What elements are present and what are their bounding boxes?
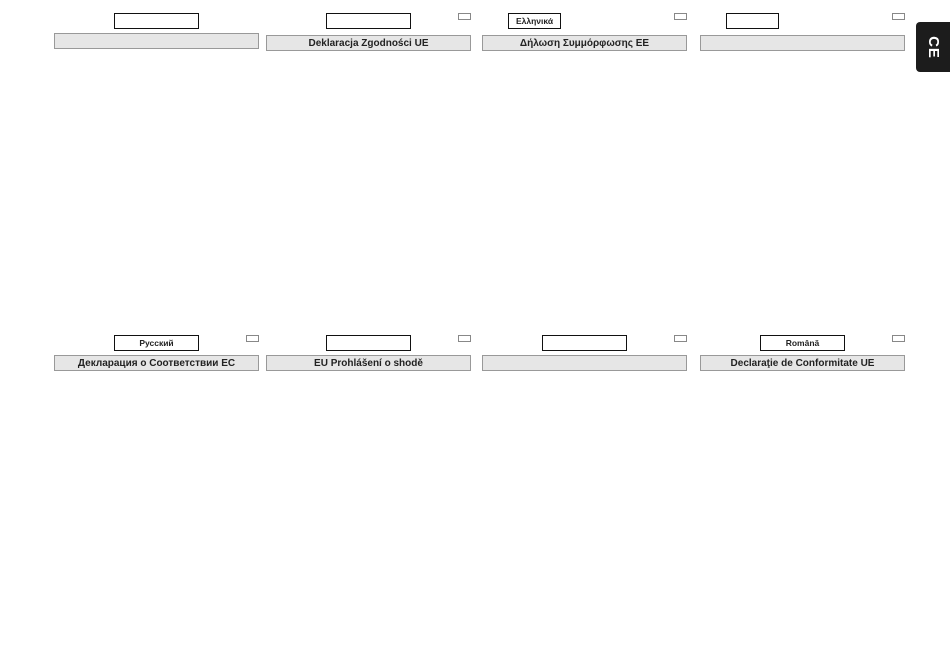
- section-title: [482, 355, 687, 371]
- page-marker: [892, 13, 905, 20]
- column-bottom-2: [266, 335, 471, 670]
- section-body: [484, 375, 685, 665]
- section-body: [702, 53, 903, 343]
- section-title: [700, 35, 905, 51]
- section-title: [54, 33, 259, 49]
- section-title: Декларация о Соответствии ЕС: [54, 355, 259, 371]
- page-marker: [892, 335, 905, 342]
- page-marker: [674, 335, 687, 342]
- ce-mark-icon: CE: [924, 35, 942, 59]
- column-top-2: [266, 13, 471, 343]
- page-marker: [246, 335, 259, 342]
- language-header: [726, 13, 779, 29]
- section-title: Declaraţie de Conformitate UE: [700, 355, 905, 371]
- section-title: EU Prohlášení o shodě: [266, 355, 471, 371]
- column-top-3: [482, 13, 687, 343]
- section-body: [56, 375, 257, 665]
- language-header: [542, 335, 627, 351]
- column-bottom-4: [700, 335, 905, 670]
- page-marker: [458, 335, 471, 342]
- section-title: Δήλωση Συμμόρφωσης ΕΕ: [482, 35, 687, 51]
- section-body: [268, 53, 469, 343]
- language-header: Ελληνικά: [508, 13, 561, 29]
- language-header: [114, 13, 199, 29]
- page-marker: [674, 13, 687, 20]
- section-title: Deklaracja Zgodności UE: [266, 35, 471, 51]
- column-top-4: [700, 13, 905, 343]
- page-marker: [458, 13, 471, 20]
- language-header: [326, 13, 411, 29]
- section-body: [702, 375, 903, 665]
- column-bottom-3: [482, 335, 687, 670]
- column-bottom-1: [54, 335, 259, 670]
- ce-tab: [916, 22, 950, 72]
- section-body: [268, 375, 469, 665]
- section-body: [56, 53, 257, 343]
- column-top-1: [54, 13, 259, 343]
- language-header: Română: [760, 335, 845, 351]
- section-body: [484, 53, 685, 343]
- language-header: [326, 335, 411, 351]
- language-header: Русский: [114, 335, 199, 351]
